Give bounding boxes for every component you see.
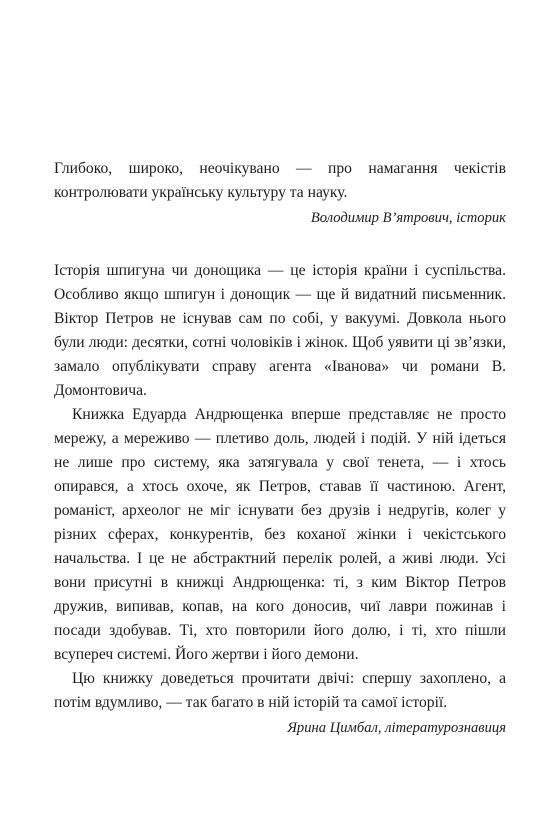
review-tsymbal — [54, 259, 506, 739]
review-paragraph-2: Книжка Едуарда Андрющенка вперше представляє не просто мережу, а мереживо — плетиво доль, людей і подій. У ній ідеться не лише про систему, яка затягувала у свої тенета, — і хтось опирався, а хтось охоче, як Петров, ставав її частиною. Агент, романіст, археолог не міг існувати без друзів і недругів, колег у різних сферах, конкурентів, без коханої жінки і чекістського начальства. І це не абстрактний перелік ролей, а живі люди. Усі вони присутні в книжці Андрющенка: ті, з ким Віктор Петров дружив, випивав, копав, на кого доносив, чиї лаври пожинав і посади здобував. Ті, хто повторили його долю, і ті, хто пішли всупереч системі. Його жертви і його демони. — [54, 406, 506, 663]
review-vyatrovych — [54, 157, 506, 229]
review-text: Глибоко, широко, неочікувано — про намагання чекістів контролювати українську культуру та науку. — [54, 160, 506, 201]
review-paragraph-1: Історія шпигуна чи донощика — це історія країни і суспільства. Особливо якщо шпигун і донощик — ще й видатний письменник. Віктор Петров не існував сам по собі, у вакуумі. Довкола нього були люди: десятки, сотні чоловіків і жінок. Щоб уявити ці зв’язки, замало опублікувати справу агента «Іванова» чи романи В. Домонтовича. — [54, 262, 506, 399]
review-author: Ярина Цимбал, літературознавиця — [287, 720, 506, 736]
review-paragraph-3: Цю книжку доведеться прочитати двічі: спершу захоплено, а потім вдумливо, — так багато в ній історій та самої історії. — [54, 670, 506, 711]
review-author: Володимир В’ятрович, історик — [310, 210, 506, 226]
page-content — [54, 157, 506, 739]
